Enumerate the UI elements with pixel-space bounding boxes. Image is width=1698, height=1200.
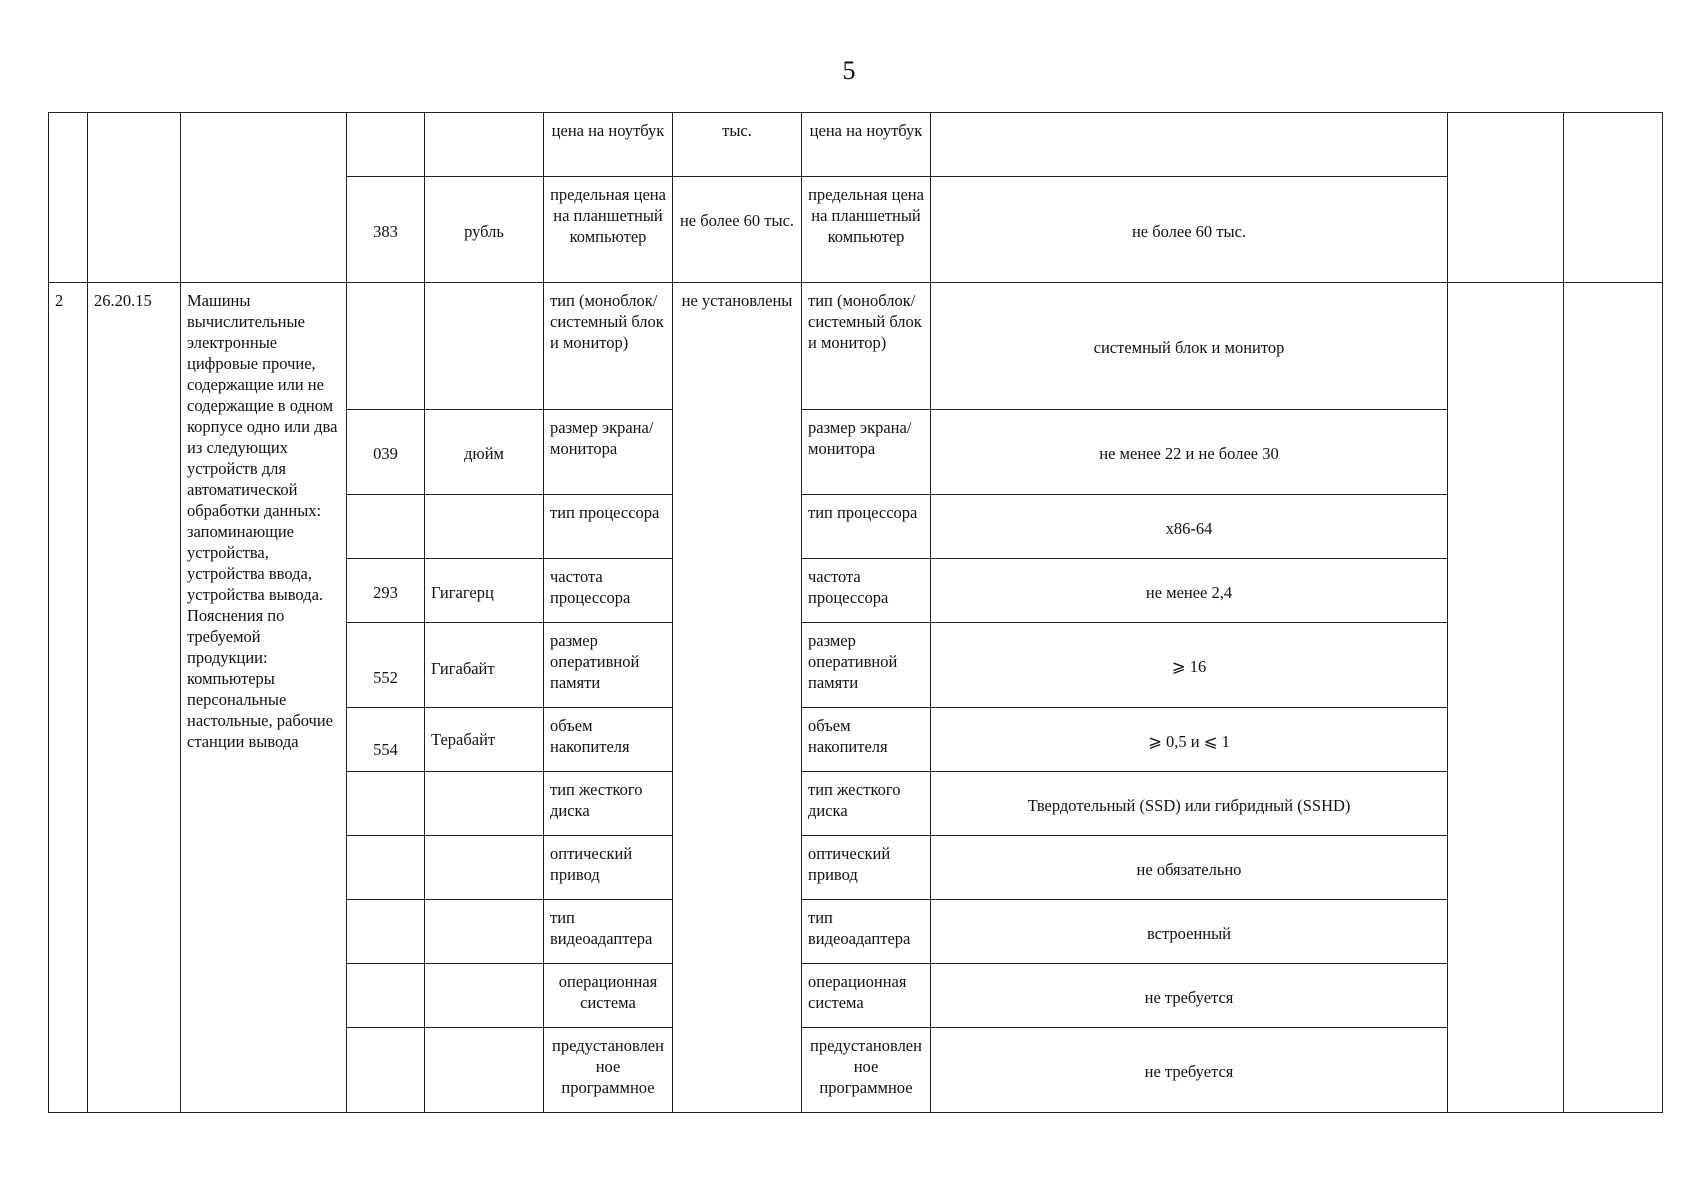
cell-okei-code — [347, 1028, 425, 1113]
cell-unit — [425, 900, 544, 964]
cell-value: Твердотельный (SSD) или гибридный (SSHD) — [931, 772, 1448, 836]
cell-characteristic: размер экрана/монитора — [544, 410, 673, 495]
cell-okpd-code: 26.20.15 — [88, 283, 181, 1113]
cell-value: не менее 2,4 — [931, 559, 1448, 623]
cell-characteristic: операционная система — [544, 964, 673, 1028]
cell-extra-2 — [1564, 113, 1663, 283]
cell-characteristic-2: предустановленное программное — [802, 1028, 931, 1113]
cell-name — [181, 113, 347, 283]
cell-characteristic: оптический привод — [544, 836, 673, 900]
cell-okei-code — [347, 900, 425, 964]
cell-unit — [425, 836, 544, 900]
cell-okei-code: 554 — [347, 708, 425, 772]
cell-extra-1 — [1448, 283, 1564, 1113]
cell-okei-code — [347, 772, 425, 836]
cell-unit — [425, 283, 544, 410]
cell-value: ⩾ 16 — [931, 623, 1448, 708]
cell-characteristic: объем накопителя — [544, 708, 673, 772]
cell-unit-note: не более 60 тыс. — [673, 177, 802, 283]
cell-okei-code: 293 — [347, 559, 425, 623]
cell-characteristic: тип процессора — [544, 495, 673, 559]
cell-value: не требуется — [931, 1028, 1448, 1113]
cell-okei-code — [347, 836, 425, 900]
cell-unit: рубль — [425, 177, 544, 283]
cell-value: не менее 22 и не более 30 — [931, 410, 1448, 495]
cell-value: встроенный — [931, 900, 1448, 964]
cell-unit — [425, 113, 544, 177]
cell-extra-2 — [1564, 283, 1663, 1113]
cell-name: Машины вычислительные электронные цифровые прочие, содержащие или не содержащие в одном корпусе одно или два из следующих устройств для автоматической обработки данных: запоминающие устройства, устройства ввода, устройства вывода. Пояснения по требуемой продукции: компьютеры персональные настольные, рабочие станции вывода — [181, 283, 347, 1113]
cell-characteristic-2: тип (моноблок/ системный блок и монитор) — [802, 283, 931, 410]
cell-unit: Гигабайт — [425, 623, 544, 708]
cell-num: 2 — [49, 283, 88, 1113]
cell-okei-code — [347, 495, 425, 559]
cell-characteristic-2: частота процессора — [802, 559, 931, 623]
cell-characteristic-2: оптический привод — [802, 836, 931, 900]
cell-characteristic-2: размер оперативной памяти — [802, 623, 931, 708]
cell-num — [49, 113, 88, 283]
cell-okei-code — [347, 964, 425, 1028]
cell-characteristic: тип жесткого диска — [544, 772, 673, 836]
cell-value: не обязательно — [931, 836, 1448, 900]
cell-unit — [425, 964, 544, 1028]
cell-characteristic: предустановленное программное — [544, 1028, 673, 1113]
cell-okei-code — [347, 113, 425, 177]
cell-okei-code: 039 — [347, 410, 425, 495]
cell-value: ⩾ 0,5 и ⩽ 1 — [931, 708, 1448, 772]
cell-characteristic-2: цена на ноутбук — [802, 113, 931, 177]
cell-unit: Терабайт — [425, 708, 544, 772]
cell-characteristic: тип видеоадаптера — [544, 900, 673, 964]
cell-value: системный блок и монитор — [931, 283, 1448, 410]
cell-unit — [425, 1028, 544, 1113]
cell-unit-note: тыс. — [673, 113, 802, 177]
cell-unit — [425, 495, 544, 559]
cell-characteristic-2: тип видеоадаптера — [802, 900, 931, 964]
cell-characteristic: частота процессора — [544, 559, 673, 623]
cell-characteristic: предельная цена на планшетный компьютер — [544, 177, 673, 283]
cell-okei-code — [347, 283, 425, 410]
cell-characteristic-2: размер экрана/монитора — [802, 410, 931, 495]
page-number: 5 — [842, 56, 856, 85]
table-row — [49, 113, 1663, 177]
cell-extra-1 — [1448, 113, 1564, 283]
cell-characteristic-2: тип процессора — [802, 495, 931, 559]
cell-characteristic: цена на ноутбук — [544, 113, 673, 177]
cell-characteristic: тип (моноблок/ системный блок и монитор) — [544, 283, 673, 410]
cell-characteristic-2: объем накопителя — [802, 708, 931, 772]
cell-value: не более 60 тыс. — [931, 177, 1448, 283]
cell-okei-code: 552 — [347, 623, 425, 708]
cell-okpd-code — [88, 113, 181, 283]
cell-value: не требуется — [931, 964, 1448, 1028]
cell-not-set: не установлены — [673, 283, 802, 1113]
cell-unit: дюйм — [425, 410, 544, 495]
cell-characteristic-2: тип жесткого диска — [802, 772, 931, 836]
cell-characteristic: размер оперативной памяти — [544, 623, 673, 708]
cell-characteristic-2: предельная цена на планшетный компьютер — [802, 177, 931, 283]
characteristics-table — [48, 112, 1663, 1113]
table-row — [49, 283, 1663, 410]
cell-unit — [425, 772, 544, 836]
cell-characteristic-2: операционная система — [802, 964, 931, 1028]
cell-unit: Гигагерц — [425, 559, 544, 623]
cell-value: x86-64 — [931, 495, 1448, 559]
cell-okei-code: 383 — [347, 177, 425, 283]
cell-value — [931, 113, 1448, 177]
